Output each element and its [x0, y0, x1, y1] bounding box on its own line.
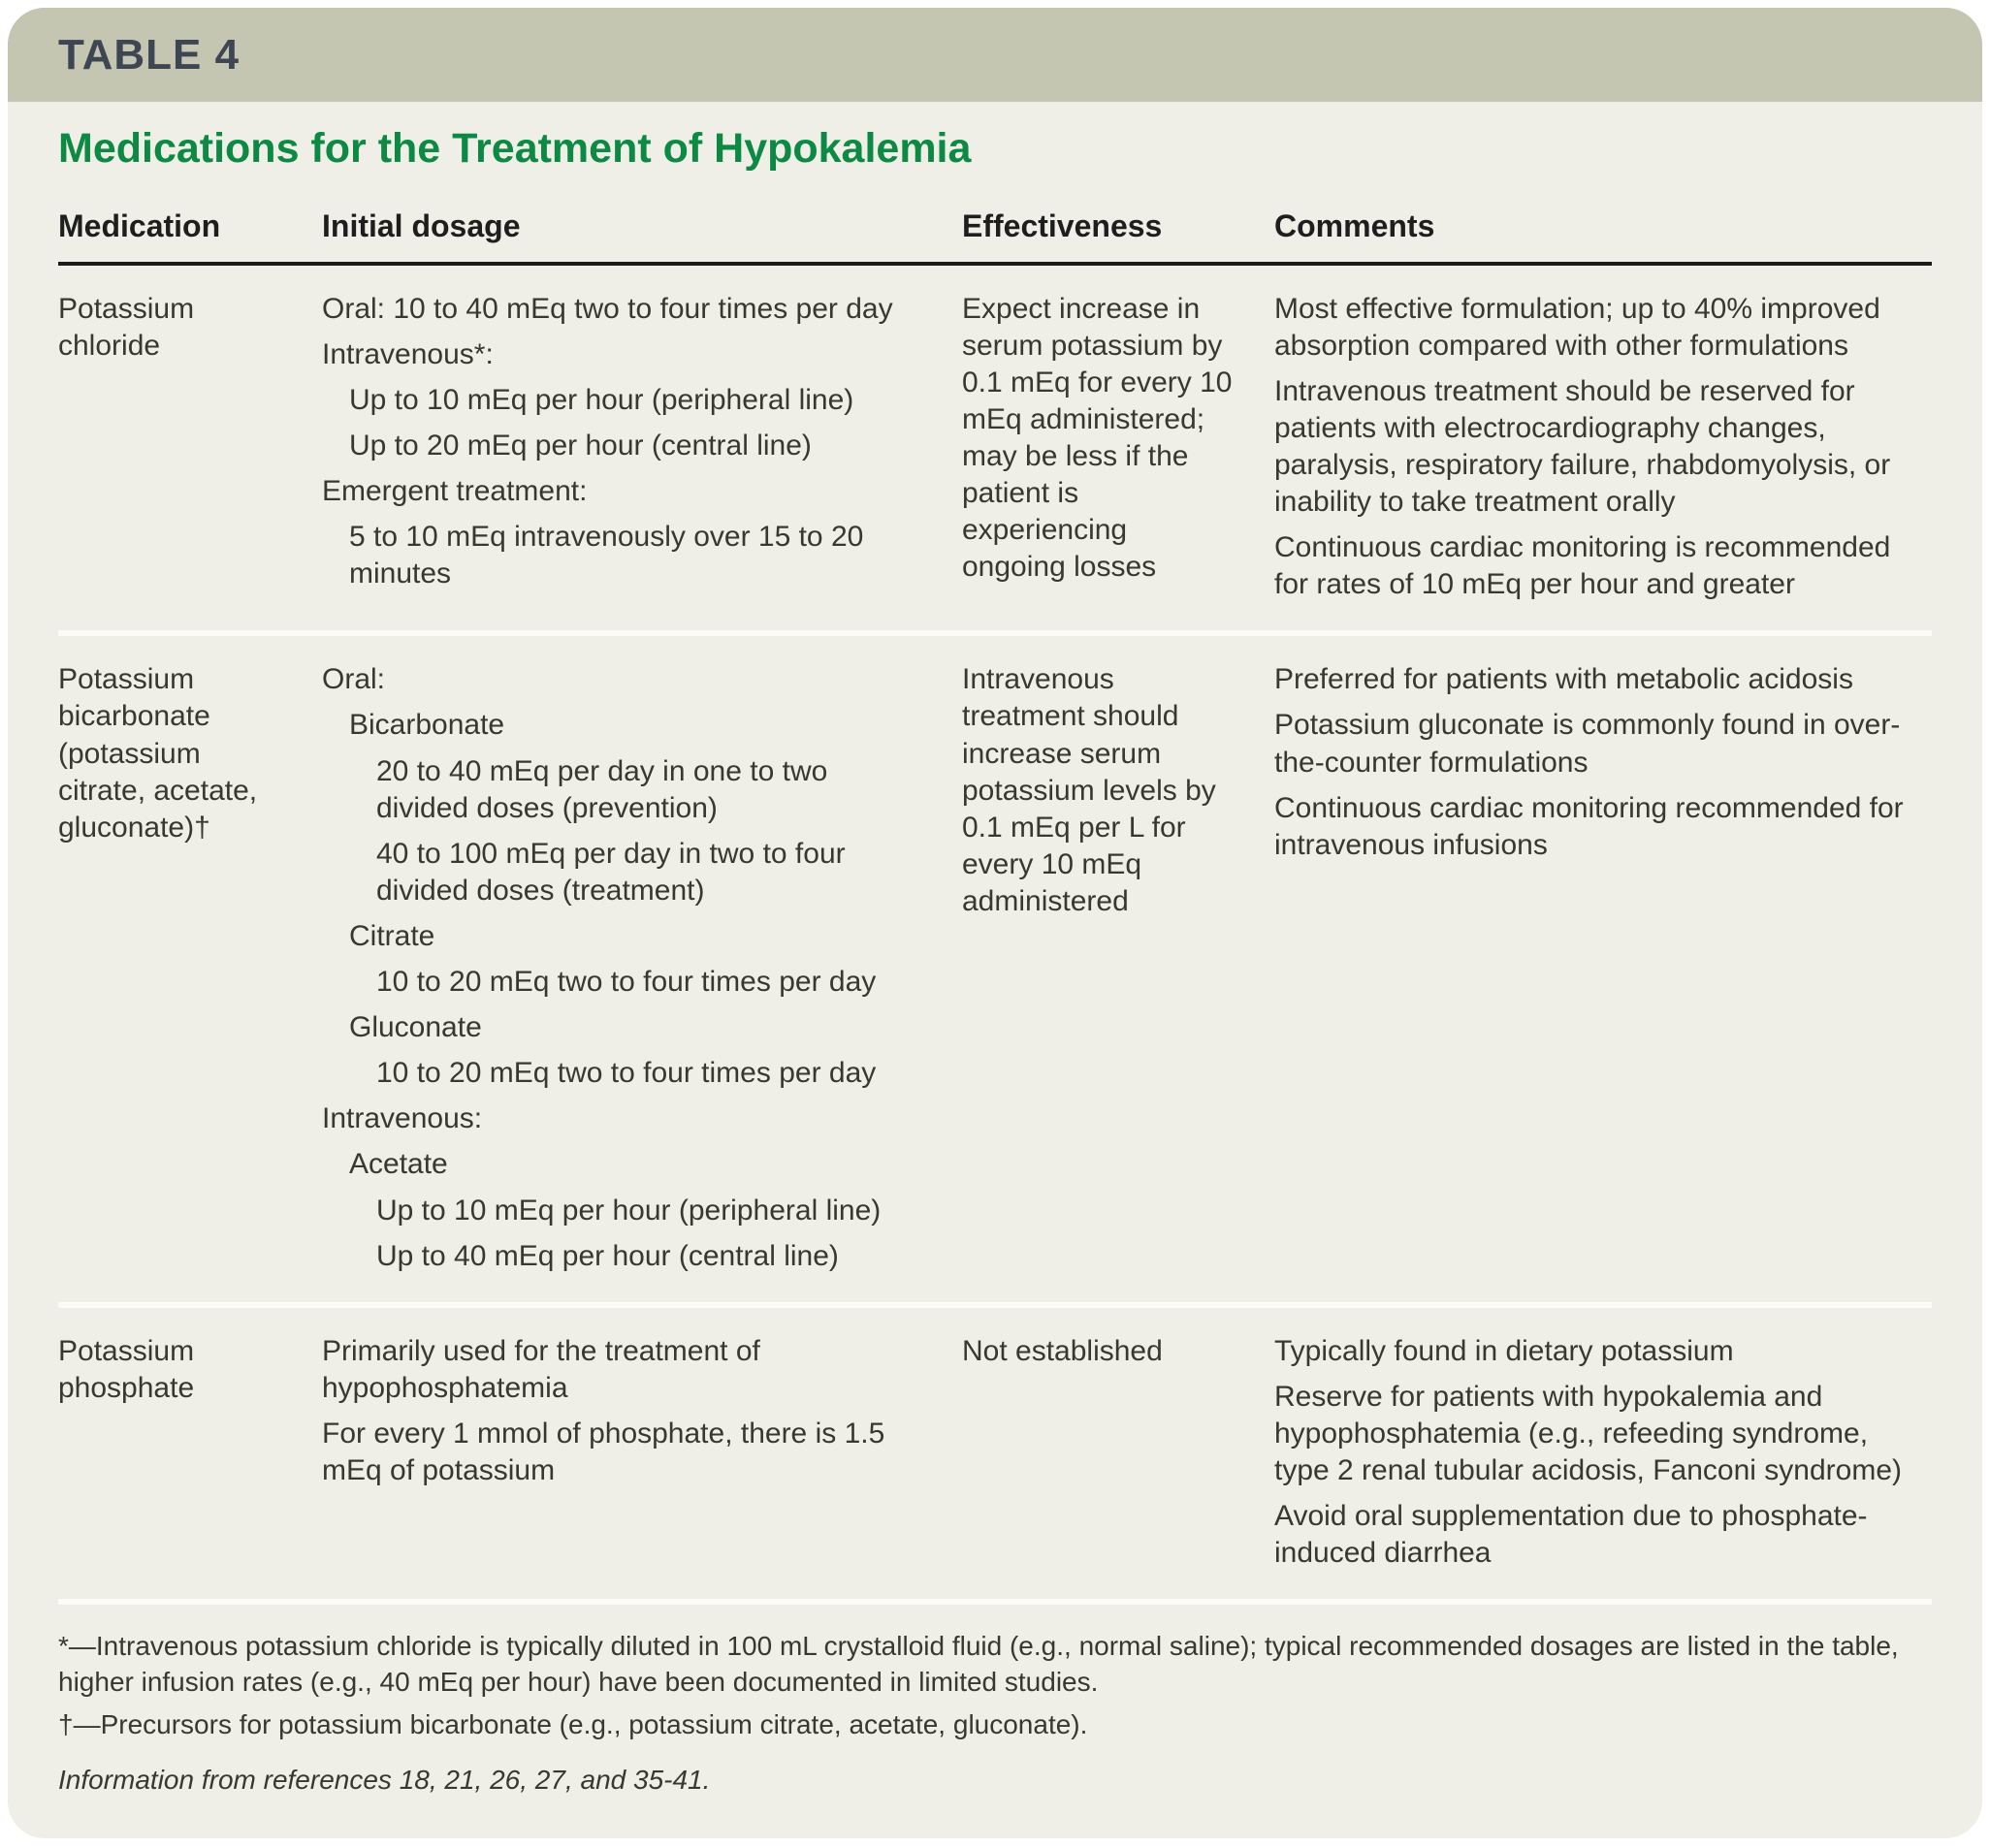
medication-cell [58, 1333, 322, 1573]
table-header-bar [8, 8, 1982, 102]
comment-text: Typically found in dietary potassium [1274, 1334, 1734, 1367]
column-header-initial-dosage: Initial dosage [322, 208, 521, 244]
column-header-comments: Comments [1274, 208, 1435, 244]
dosage-line: Oral: [322, 663, 386, 696]
comment-text: Avoid oral supplementation due to phosphate-induced diarrhea [1274, 1500, 1868, 1570]
table-title: Medications for the Treatment of Hypokalemia [58, 125, 972, 172]
comment-text: Preferred for patients with metabolic acidosis [1274, 663, 1853, 696]
table-label: TABLE 4 [58, 30, 241, 79]
table-body [8, 102, 1982, 1838]
dosage-line: Up to 10 mEq per hour (peripheral line) [376, 1194, 882, 1227]
dosage-line: For every 1 mmol of phosphate, there is 1.5 mEq of potassium [322, 1417, 885, 1486]
medication-name: Potassium chloride [58, 292, 195, 362]
dosage-cell [322, 291, 962, 604]
footnote-dagger: †—Precursors for potassium bicarbonate (e.g., potassium citrate, acetate, gluconate). [58, 1708, 1088, 1739]
comment-text: Potassium gluconate is commonly found in over-the-counter formulations [1274, 709, 1901, 779]
comments-cell [1274, 291, 1932, 604]
medication-name: Potassium bicarbonate (potassium citrate, acetate, gluconate)† [58, 663, 258, 844]
table-row-potassium-bicarbonate [58, 636, 1932, 1307]
medication-cell [58, 661, 322, 1274]
dosage-line: Intravenous*: [322, 337, 494, 370]
comment-text: Continuous cardiac monitoring is recommended for rates of 10 mEq per hour and greater [1274, 531, 1891, 601]
footnotes [58, 1605, 1932, 1798]
effectiveness-cell [962, 291, 1274, 604]
dosage-cell [322, 1333, 962, 1573]
dosage-line: Primarily used for the treatment of hypophosphatemia [322, 1334, 760, 1404]
effectiveness-text: Expect increase in serum potassium by 0.1 mEq for every 10 mEq administered; may be less if the patient is experiencing ongoing losses [962, 292, 1233, 584]
comments-cell [1274, 661, 1932, 1274]
dosage-line: Gluconate [349, 1011, 482, 1044]
column-header-effectiveness: Effectiveness [962, 208, 1163, 244]
table-row-potassium-chloride [58, 266, 1932, 637]
effectiveness-cell [962, 661, 1274, 1274]
dosage-line: 5 to 10 mEq intravenously over 15 to 20 minutes [349, 521, 864, 590]
table-card [8, 8, 1982, 1838]
dosage-cell [322, 661, 962, 1274]
comment-text: Most effective formulation; up to 40% improved absorption compared with other formulations [1274, 292, 1880, 362]
medication-cell [58, 291, 322, 604]
dosage-line: Up to 10 mEq per hour (peripheral line) [349, 383, 854, 416]
dosage-line: Oral: 10 to 40 mEq two to four times per day [322, 292, 893, 325]
dosage-line: Emergent treatment: [322, 475, 588, 507]
medication-name: Potassium phosphate [58, 1334, 195, 1404]
source-note: Information from references 18, 21, 26, 27, and 35-41. [58, 1764, 711, 1795]
dosage-line: Citrate [349, 919, 435, 952]
table-row-potassium-phosphate [58, 1308, 1932, 1606]
dosage-line: Bicarbonate [349, 709, 505, 742]
dosage-line: 10 to 20 mEq two to four times per day [376, 1057, 877, 1090]
effectiveness-text: Intravenous treatment should increase serum potassium levels by 0.1 mEq per L for every 10 mEq administered [962, 663, 1216, 917]
footnote-asterisk: *—Intravenous potassium chloride is typically diluted in 100 mL crystalloid fluid (e.g., normal saline); typical recommended dosages are listed in the table, higher infusion rates (e.g., 40 mEq per hour) have been documented in limited studies. [58, 1631, 1899, 1698]
dosage-line: 20 to 40 mEq per day in one to two divided doses (prevention) [376, 754, 828, 824]
dosage-line: 10 to 20 mEq two to four times per day [376, 966, 877, 999]
effectiveness-text: Not established [962, 1334, 1163, 1367]
column-header-medication: Medication [58, 208, 221, 244]
comments-cell [1274, 1333, 1932, 1573]
effectiveness-cell [962, 1333, 1274, 1573]
dosage-line: Intravenous: [322, 1102, 483, 1135]
dosage-line: 40 to 100 mEq per day in two to four divided doses (treatment) [376, 837, 846, 907]
comment-text: Intravenous treatment should be reserved for patients with electrocardiography changes, paralysis, respiratory failure, rhabdomyolysis, or inability to take treatment orally [1274, 374, 1891, 519]
comment-text: Reserve for patients with hypokalemia and hypophosphatemia (e.g., refeeding syndrome, type 2 renal tubular acidosis, Fanconi syndrome) [1274, 1380, 1902, 1486]
dosage-line: Acetate [349, 1148, 448, 1181]
comment-text: Continuous cardiac monitoring recommended for intravenous infusions [1274, 791, 1904, 861]
dosage-line: Up to 40 mEq per hour (central line) [376, 1239, 839, 1272]
column-header-row [58, 209, 1932, 265]
dosage-line: Up to 20 mEq per hour (central line) [349, 429, 812, 462]
